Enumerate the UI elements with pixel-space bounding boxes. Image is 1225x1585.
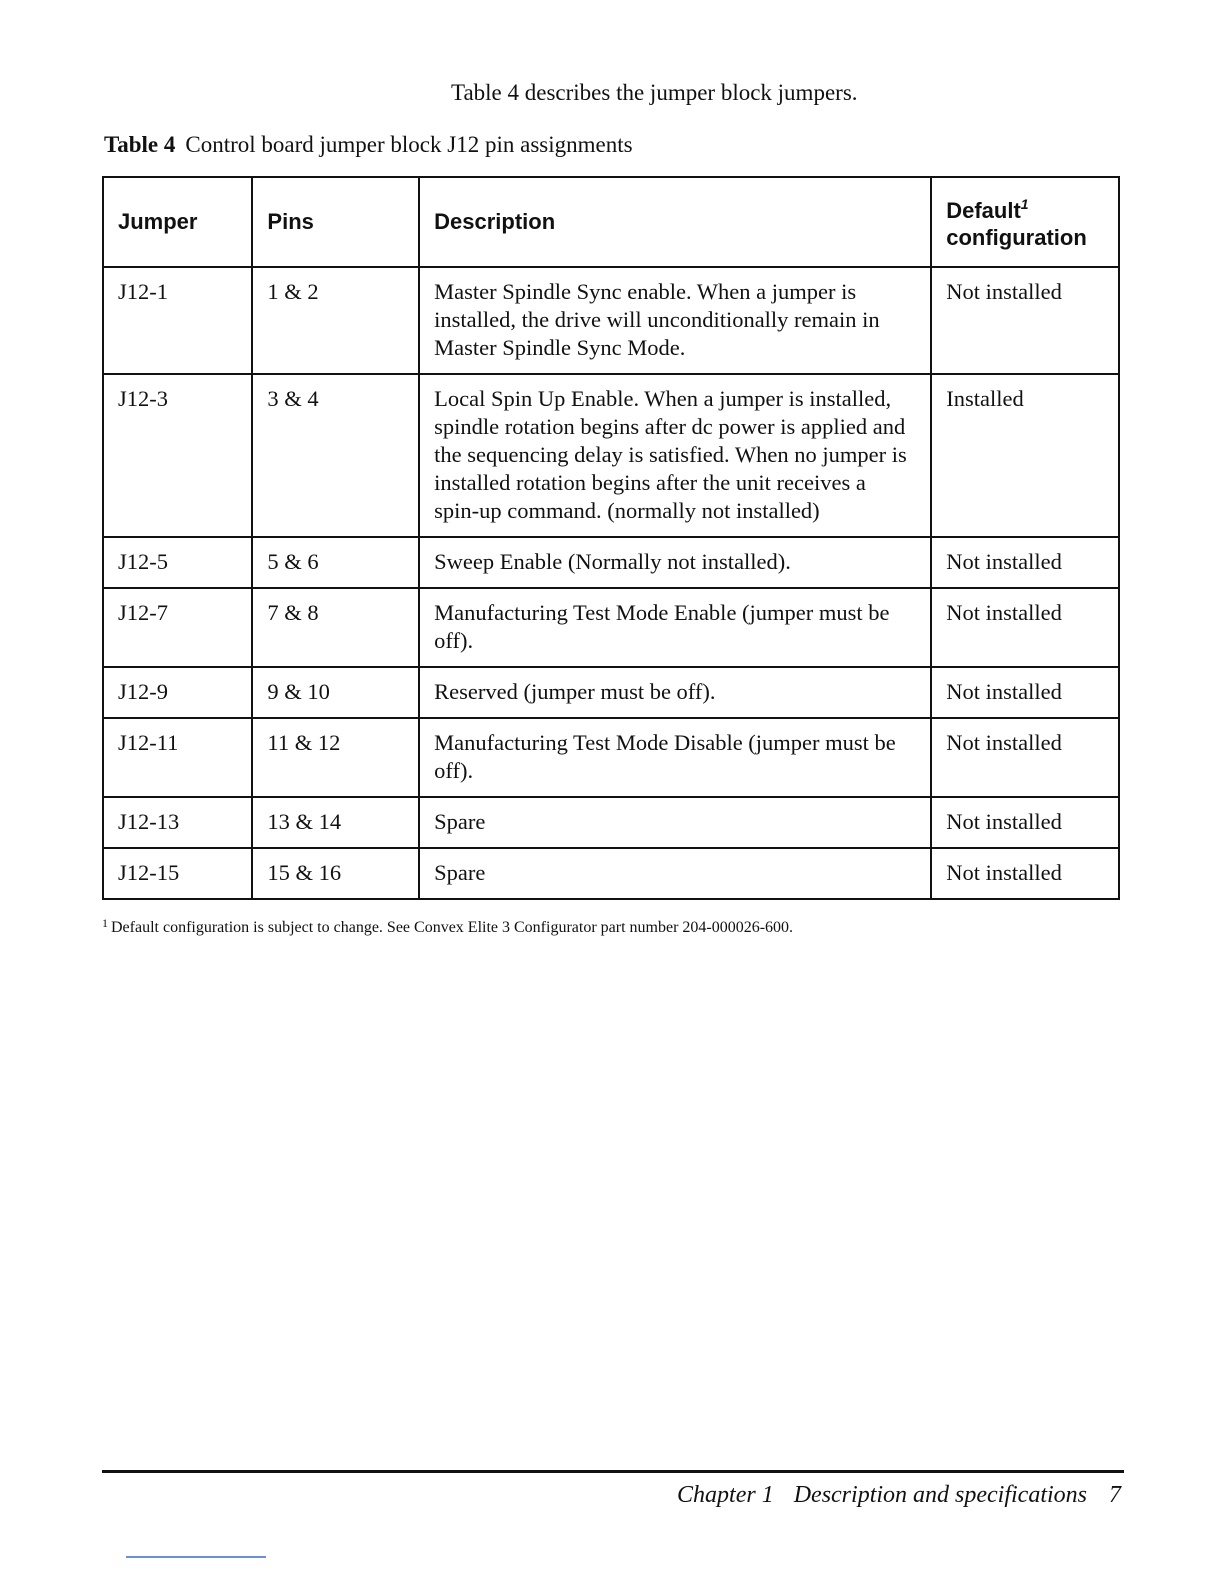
cell-default: Not installed <box>931 588 1119 667</box>
table-row <box>103 537 1119 588</box>
table-row <box>103 848 1119 899</box>
cell-default: Not installed <box>931 267 1119 374</box>
cell-jumper: J12-9 <box>103 667 252 718</box>
cell-jumper: J12-7 <box>103 588 252 667</box>
table-body <box>103 267 1119 899</box>
header-pins: Pins <box>252 177 419 267</box>
table-caption <box>104 132 633 158</box>
cell-description: Local Spin Up Enable. When a jumper is installed, spindle rotation begins after dc power is applied and the sequencing delay is satisfied. When no jumper is installed rotation begins after the unit receives a spin-up command. (normally not installed) <box>419 374 931 537</box>
cell-description: Manufacturing Test Mode Enable (jumper must be off). <box>419 588 931 667</box>
header-description: Description <box>419 177 931 267</box>
cell-pins: 9 & 10 <box>252 667 419 718</box>
cell-description: Master Spindle Sync enable. When a jumper is installed, the drive will unconditionally remain in Master Spindle Sync Mode. <box>419 267 931 374</box>
page-number: 7 <box>1109 1482 1121 1508</box>
scan-underline <box>126 1556 266 1558</box>
cell-description: Reserved (jumper must be off). <box>419 667 931 718</box>
footnote-text: Default configuration is subject to change. See Convex Elite 3 Configurator part number 204-000026-600. <box>111 919 794 936</box>
header-default-configuration <box>931 177 1119 267</box>
cell-default: Not installed <box>931 537 1119 588</box>
header-configuration-label: configuration <box>946 225 1087 250</box>
footer-section: Description and specifications <box>793 1482 1087 1508</box>
table-header-row <box>103 177 1119 267</box>
cell-pins: 3 & 4 <box>252 374 419 537</box>
running-footer <box>677 1482 1121 1509</box>
cell-pins: 1 & 2 <box>252 267 419 374</box>
cell-jumper: J12-3 <box>103 374 252 537</box>
header-jumper: Jumper <box>103 177 252 267</box>
table-title: Control board jumper block J12 pin assignments <box>185 132 633 157</box>
cell-description: Spare <box>419 797 931 848</box>
cell-jumper: J12-11 <box>103 718 252 797</box>
cell-default: Not installed <box>931 718 1119 797</box>
footnote-ref: 1 <box>1020 196 1029 212</box>
footer-chapter: Chapter 1 <box>677 1482 774 1508</box>
footnote-marker: 1 <box>102 916 108 930</box>
cell-jumper: J12-1 <box>103 267 252 374</box>
cell-pins: 13 & 14 <box>252 797 419 848</box>
footnote <box>102 916 793 937</box>
cell-default: Not installed <box>931 797 1119 848</box>
footer-rule <box>102 1470 1124 1473</box>
cell-jumper: J12-13 <box>103 797 252 848</box>
table-row <box>103 718 1119 797</box>
cell-description: Manufacturing Test Mode Disable (jumper must be off). <box>419 718 931 797</box>
cell-default: Not installed <box>931 848 1119 899</box>
jumper-table <box>102 176 1120 900</box>
header-default-label: Default <box>946 198 1021 223</box>
table-row <box>103 374 1119 537</box>
cell-default: Not installed <box>931 667 1119 718</box>
table-label: Table 4 <box>104 132 176 157</box>
cell-pins: 15 & 16 <box>252 848 419 899</box>
cell-jumper: J12-15 <box>103 848 252 899</box>
cell-description: Spare <box>419 848 931 899</box>
table-row <box>103 267 1119 374</box>
table-row <box>103 667 1119 718</box>
cell-pins: 11 & 12 <box>252 718 419 797</box>
cell-pins: 7 & 8 <box>252 588 419 667</box>
cell-jumper: J12-5 <box>103 537 252 588</box>
cell-pins: 5 & 6 <box>252 537 419 588</box>
cell-description: Sweep Enable (Normally not installed). <box>419 537 931 588</box>
cell-default: Installed <box>931 374 1119 537</box>
table-row <box>103 588 1119 667</box>
intro-paragraph: Table 4 describes the jumper block jumpers. <box>451 80 858 105</box>
table-row <box>103 797 1119 848</box>
